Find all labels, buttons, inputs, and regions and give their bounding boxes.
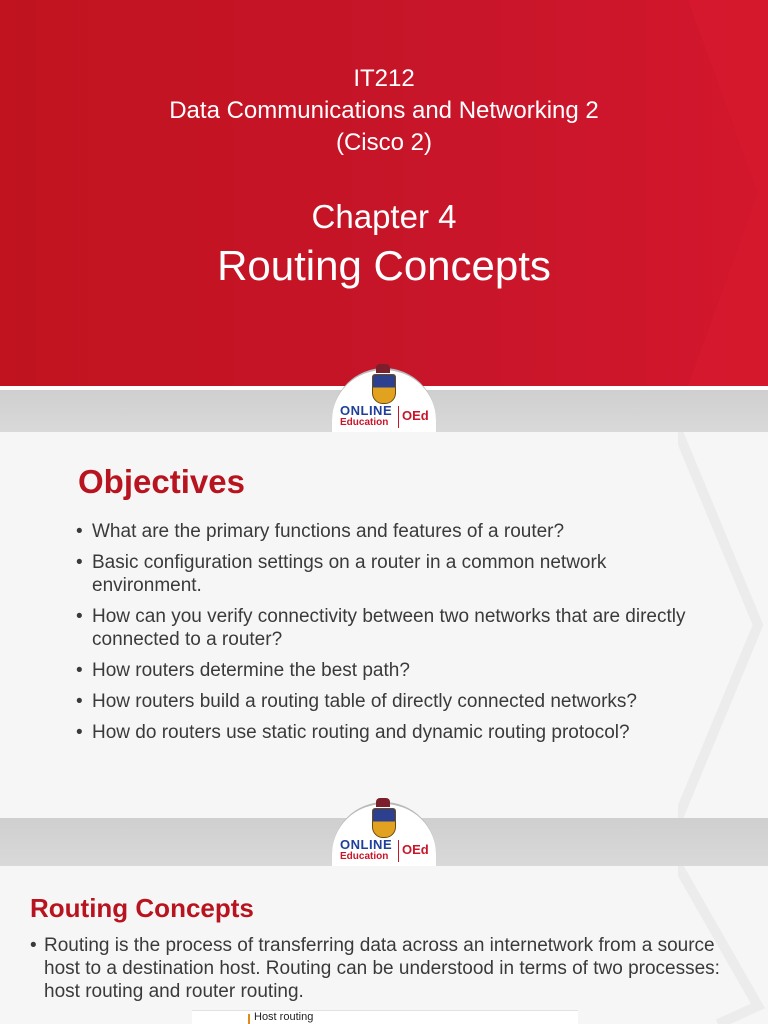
crest-crown-icon [376,798,390,807]
logo-education-text: Education [340,417,389,428]
course-name: Data Communications and Networking 2 [169,97,599,124]
course-subtitle: (Cisco 2) [335,129,432,156]
chevron-decoration-icon [648,0,768,386]
routing-concepts-slide [0,866,768,1024]
logo-online-text: ONLINE [340,403,393,418]
logo-divider [398,840,399,862]
logo-online-text: ONLINE [340,837,393,852]
list-item: • How routers build a routing table of directly connected networks? [76,690,716,713]
logo-divider [398,406,399,428]
objectives-slide [0,432,768,866]
title-slide [0,0,768,432]
list-item: • How do routers use static routing and dynamic routing protocol? [76,721,716,744]
logo-oed-text: OEd [402,842,429,857]
objectives-list [76,520,716,752]
school-crest-icon [372,808,396,838]
list-item: • Basic configuration settings on a router in a common network environment. [76,551,716,597]
routing-definition-text: • Routing is the process of transferring data across an internetwork from a source host to a destination host. Routing can be understood in terms of two processes: host routing and router routing. [30,934,744,1003]
logo-education-text: Education [340,851,389,862]
host-routing-figure [192,1010,578,1024]
course-code: IT212 [353,65,415,92]
logo [332,802,436,866]
objectives-title: Objectives [78,463,245,500]
school-crest-icon [372,374,396,404]
figure-caption: Host routing [254,1011,314,1023]
logo-oed-text: OEd [402,408,429,423]
list-item: • What are the primary functions and features of a router? [76,520,716,543]
list-item: • How can you verify connectivity between two networks that are directly connected to a router? [76,605,716,651]
chapter-label: Chapter 4 [311,198,457,235]
routing-concepts-title: Routing Concepts [30,893,254,923]
list-item: • How routers determine the best path? [76,659,716,682]
crest-crown-icon [376,364,390,373]
chapter-title: Routing Concepts [217,242,551,289]
